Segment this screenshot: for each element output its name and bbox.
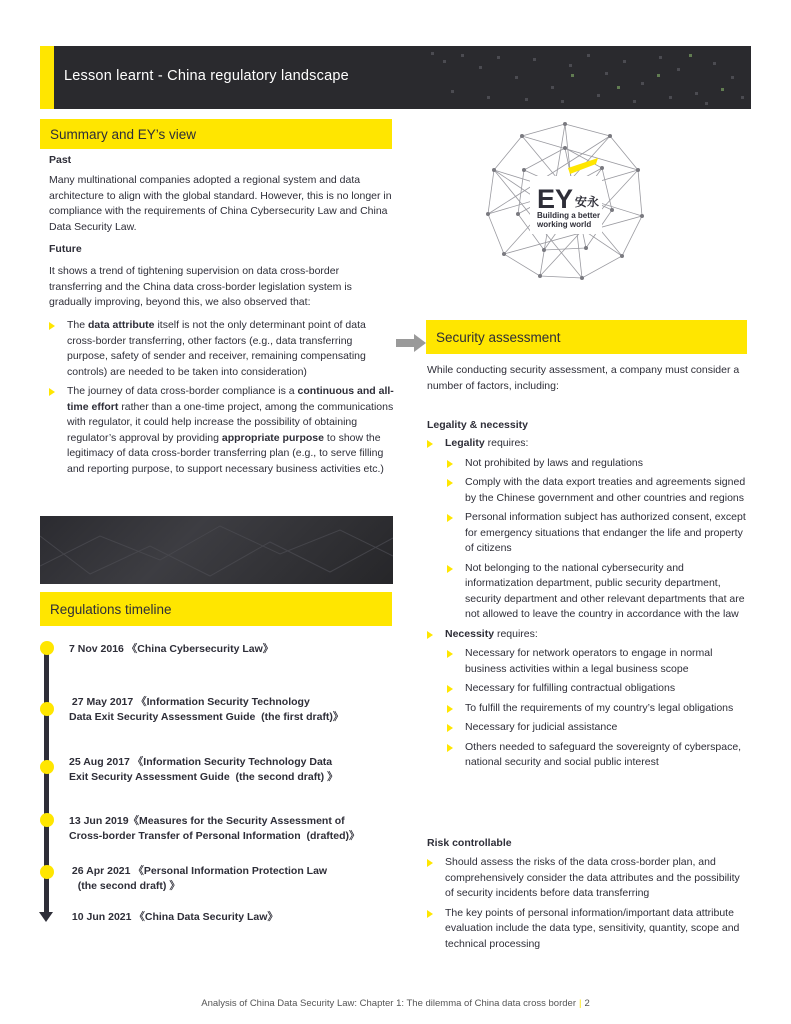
list-item: The journey of data cross-border compliance is a continuous and all-time effort rather than a one-time project, among the communications with regulator, it could help increase the possibility of obtaining regulator’s approval by providing appropriate purpose to show the legitimacy of data cross-border transferring plan (e.g., to serve filling and reporting purpose, to support necessary business activities etc.) [49, 384, 395, 477]
security-heading: Security assessment [426, 320, 747, 354]
svg-text:EY: EY [537, 184, 574, 214]
timeline-item: 27 May 2017 《Information Security Technology Data Exit Security Assessment Guide (the first draft)》 [69, 696, 344, 723]
past-label: Past [49, 154, 72, 166]
timeline-item: 25 Aug 2017 《Information Security Technology Data Exit Security Assessment Guide (the second draft) 》 [69, 756, 338, 783]
svg-text:Building a better: Building a better [537, 211, 601, 220]
summary-bullets [49, 318, 395, 481]
svg-text:安永: 安永 [575, 195, 600, 209]
list-item: Necessary for fulfilling contractual obligations [427, 681, 751, 697]
list-item: Not prohibited by laws and regulations [427, 456, 751, 472]
list-item: Necessity requires: [427, 627, 751, 643]
bullet-triangle-icon [427, 631, 433, 639]
security-intro: While conducting security assessment, a company must consider a number of factors, including: [427, 364, 740, 392]
bullet-triangle-icon [447, 479, 453, 487]
list-item: Comply with the data export treaties and agreements signed by the Chinese government and other countries and regions [427, 475, 751, 506]
bullet-triangle-icon [447, 685, 453, 693]
timeline-dot [40, 760, 54, 774]
bullet-triangle-icon [49, 322, 55, 330]
list-item: Legality requires: [427, 436, 751, 452]
bullet-triangle-icon [49, 388, 55, 396]
bullet-triangle-icon [427, 859, 433, 867]
list-item: Should assess the risks of the data cross-border plan, and comprehensively consider the data attributes and the possibility of security incidents before data transferring [427, 855, 751, 902]
bullet-triangle-icon [427, 910, 433, 918]
bullet-triangle-icon [447, 565, 453, 573]
timeline-dot [40, 865, 54, 879]
summary-heading: Summary and EY’s view [40, 119, 392, 149]
list-item: To fulfill the requirements of my country’s legal obligations [427, 701, 751, 717]
footer-separator: | [578, 998, 582, 1009]
data-matrix-background [421, 46, 751, 109]
timeline-item: 26 Apr 2021 《Personal Information Protection Law (the second draft) 》 [71, 865, 328, 892]
legality-necessity-heading: Legality & necessity [427, 419, 528, 431]
header-banner [40, 46, 751, 109]
timeline-item: 10 Jun 2021 《China Data Security Law》 [69, 911, 278, 923]
footer-text: Analysis of China Data Security Law: Chapter 1: The dilemma of China data cross border [201, 998, 576, 1009]
bullet-triangle-icon [447, 650, 453, 658]
list-item: Others needed to safeguard the sovereignty of cyberspace, national security and social public interest [427, 740, 751, 771]
timeline-arrow-icon [39, 912, 53, 922]
page-number: 2 [584, 998, 590, 1009]
timeline-heading: Regulations timeline [40, 592, 392, 626]
list-item: The data attribute itself is not the only determinant point of data cross-border transferring, other factors (e.g., data transferring purpose, safety of sender and receiver, remaining compensating controls) are needed to be taken into consideration) [49, 318, 395, 380]
bullet-triangle-icon [427, 440, 433, 448]
arrow-right-icon [396, 334, 426, 352]
ey-logo [482, 118, 648, 284]
past-text: Many multinational companies adopted a regional system and data architecture to align with the global standard. However, this is no longer in compliance with the requirements of China Cybersecurity Law and China Data Security Law. [49, 174, 392, 233]
bullet-triangle-icon [447, 460, 453, 468]
risk-controllable-heading: Risk controllable [427, 837, 512, 849]
banner-title: Lesson learnt - China regulatory landscape [64, 68, 349, 84]
timeline-dot [40, 813, 54, 827]
future-text: It shows a trend of tightening supervision on data cross-border transferring and the China data cross-border legislation system is gradually improving, beyond this, we also observed that: [49, 265, 352, 308]
bullet-triangle-icon [447, 514, 453, 522]
timeline-item: 7 Nov 2016 《China Cybersecurity Law》 [69, 643, 274, 655]
legality-necessity-list [427, 436, 751, 775]
svg-text:working world: working world [537, 220, 592, 229]
list-item: Personal information subject has authorized consent, except for emergency situations that endanger the life and property of citizens [427, 510, 751, 557]
list-item: Not belonging to the national cybersecurity and informatization department, public security department, security department and other relevant departments that are not allowed to leave the country in accordance with the law [427, 561, 751, 623]
bullet-triangle-icon [447, 724, 453, 732]
list-item: The key points of personal information/important data attribute evaluation include the data type, sensitivity, quantity, scope and technical processing [427, 906, 751, 953]
timeline-dot [40, 641, 54, 655]
risk-list [427, 855, 751, 956]
banner-accent-bar [40, 46, 54, 109]
list-item: Necessary for judicial assistance [427, 720, 751, 736]
list-item: Necessary for network operators to engage in normal business activities within a legal business scope [427, 646, 751, 677]
timeline-item: 13 Jun 2019《Measures for the Security Assessment of Cross-border Transfer of Personal Information (drafted)》 [69, 815, 360, 842]
page-footer [0, 998, 791, 1009]
bullet-triangle-icon [447, 744, 453, 752]
decorative-dark-image [40, 516, 393, 584]
timeline-dot [40, 702, 54, 716]
future-label: Future [49, 243, 82, 255]
bullet-triangle-icon [447, 705, 453, 713]
